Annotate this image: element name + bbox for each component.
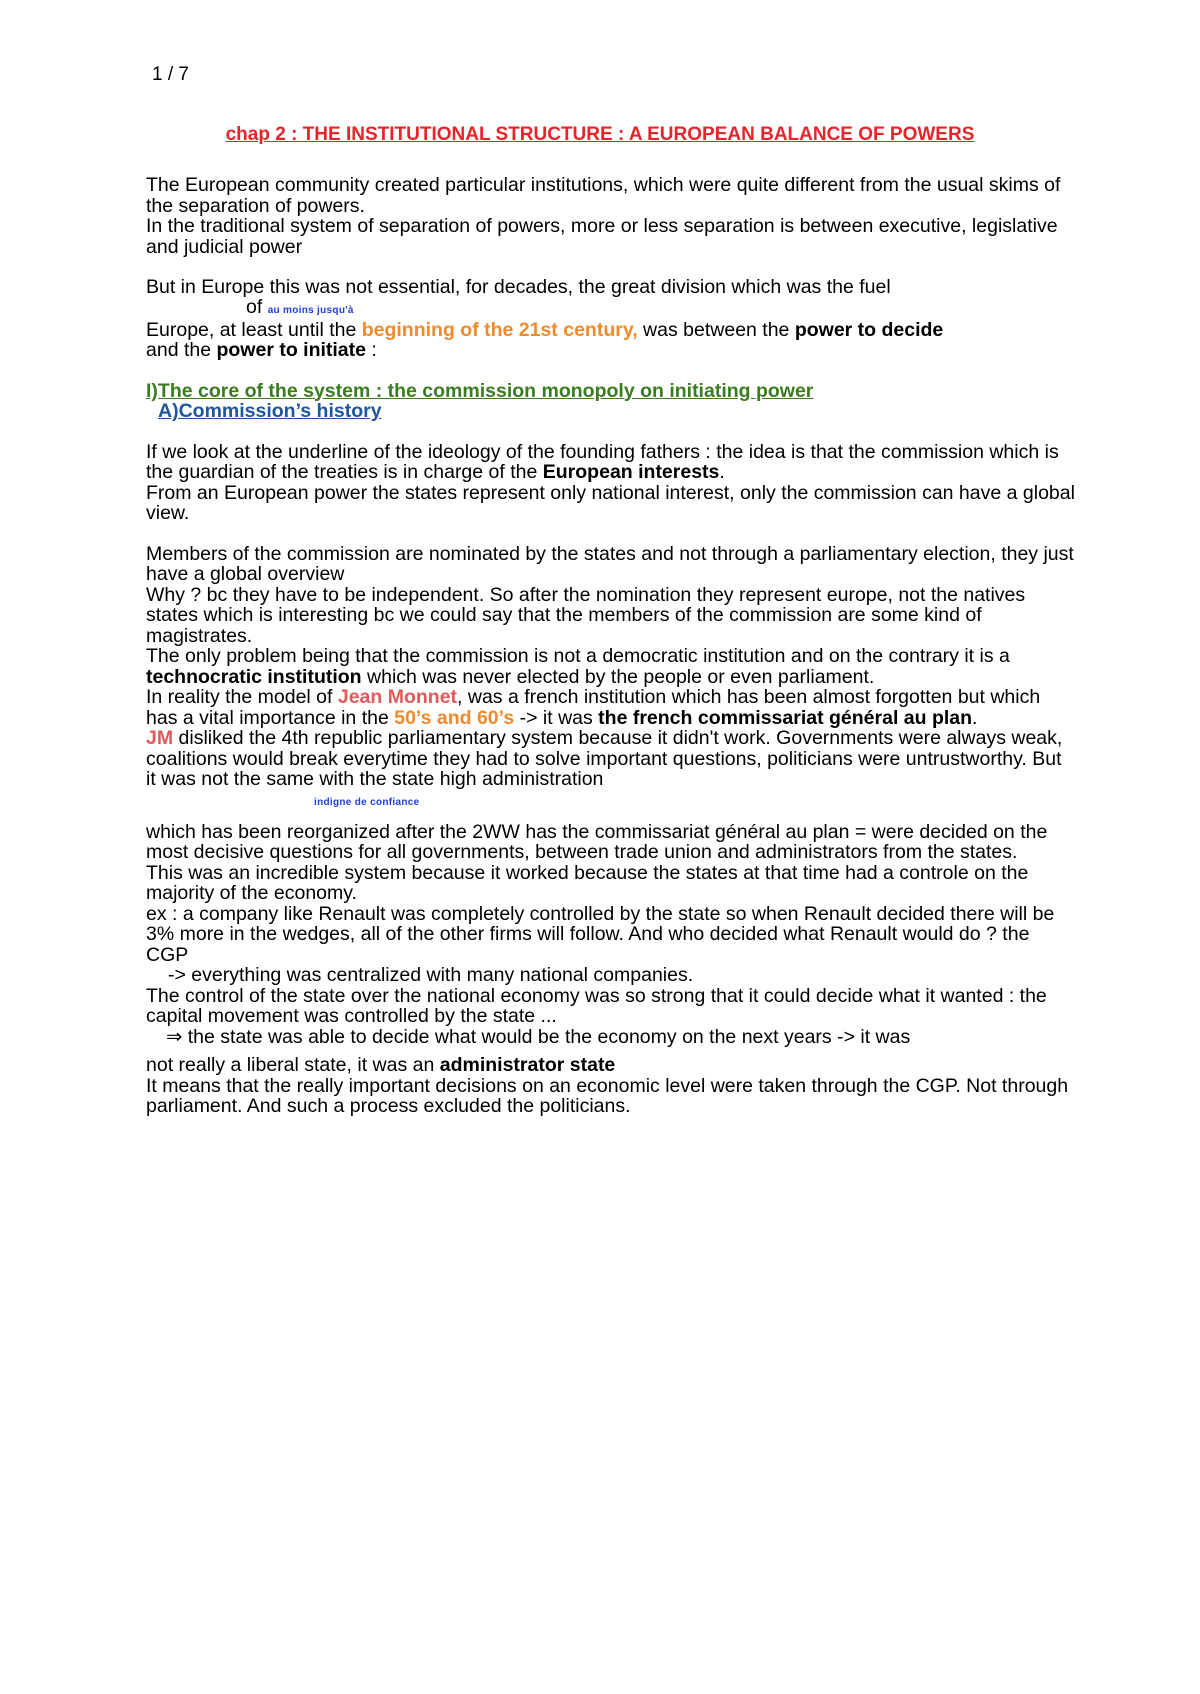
bold-power-to-decide: power to decide [794, 318, 944, 341]
paragraph-founding-fathers [146, 442, 1076, 483]
paragraph-administrator [146, 1055, 1076, 1076]
handwritten-note: au moins jusqu'à [267, 304, 354, 316]
intro-paragraph-3a: But in Europe this was not essential, for decades, the great division which was the fuel [146, 276, 891, 298]
paragraph-jean-monnet [146, 687, 1076, 728]
text-run: and the [146, 339, 217, 361]
paragraph-reorganized: which has been reorganized after the 2WW has the commissariat général au plan = were decided on the most decisive questions for all governments, between trade union and administrators from the states. [146, 820, 1048, 863]
text-run: disliked the 4th republic parliamentary system because it didn't work. Governments were always weak, coalitions would break everytime they had to solve important questions, politicians were untrustworthy. But it was not the same with the state high administration [146, 727, 1063, 790]
bold-european-interests: European interests [542, 461, 720, 483]
page-number: 1 / 7 [152, 64, 189, 85]
highlight-jm: JM [146, 727, 174, 749]
paragraph-global-view: From an European power the states represent only national interest, only the commission can have a global view. [146, 481, 1075, 524]
paragraph-centralized: -> everything was centralized with many national companies. [168, 964, 694, 986]
intro-paragraph-3c [146, 340, 1076, 361]
annotation-line-2 [146, 790, 1076, 812]
text-run: which was never elected by the people or even parliament. [361, 665, 875, 688]
paragraph-why-independent: Why ? bc they have to be independent. So after the nomination they represent europe, not the natives states which is interesting bc we could say that the members of the commission are some kind of magistrates. [146, 583, 1026, 647]
text-run: The only problem being that the commission is not a democratic institution and on the contrary it is a [146, 645, 1010, 667]
paragraph-members: Members of the commission are nominated by the states and not through a parliamentary election, they just have a global overview [146, 542, 1074, 585]
intro-paragraph-1: The European community created particular institutions, which were quite different from the usual skims of the separation of powers. [146, 174, 1061, 217]
bold-administrator-state: administrator state [439, 1054, 616, 1076]
subsection-heading: A)Commission’s history [158, 400, 382, 422]
word-of: of [246, 295, 263, 318]
paragraph-cgp: It means that the really important decisions on an economic level were taken through the CGP. Not through parliament. And such a process excluded the politicians. [146, 1074, 1069, 1117]
chapter-title: chap 2 : THE INSTITUTIONAL STRUCTURE : A EUROPEAN BALANCE OF POWERS [225, 124, 975, 145]
bold-technocratic-institution: technocratic institution [146, 665, 362, 688]
intro-paragraph-3b [146, 320, 1076, 341]
intro-paragraph-2: In the traditional system of separation of powers, more or less separation is between executive, legislative and judicial power [146, 215, 1058, 258]
paragraph-renault: ex : a company like Renault was completely controlled by the state so when Renault decided there will be 3% more in the wedges, all of the other firms will follow. And who decided what Renault would do ? the CGP [146, 902, 1055, 966]
paragraph-implies: ⇒ the state was able to decide what would be the economy on the next years -> it was [166, 1025, 911, 1048]
bold-power-to-initiate: power to initiate [216, 339, 366, 361]
text-run: , was a french institution which has been almost forgotten but which has a vital importance in the [146, 686, 1041, 729]
paragraph-jm-disliked [146, 728, 1076, 790]
handwritten-note-2: indigne de confiance [314, 796, 420, 808]
paragraph-technocratic [146, 646, 1076, 687]
annotation-line [146, 295, 1076, 320]
highlight-50s-60s: 50’s and 60’s [394, 706, 515, 729]
document-body [146, 175, 1076, 1117]
text-run: -> it was [514, 706, 599, 729]
text-run: was between the [637, 318, 795, 341]
text-run: In reality the model of [146, 686, 338, 708]
highlight-21st-century: beginning of the 21st century, [361, 318, 638, 341]
section-heading: I)The core of the system : the commission monopoly on initiating power [146, 379, 814, 402]
bold-commissariat: the french commissariat général au plan [598, 706, 973, 729]
text-run: If we look at the underline of the ideology of the founding fathers : the idea is that the commission which is the guardian of the treaties is in charge of the [146, 440, 1059, 483]
text-run: not really a liberal state, it was an [146, 1054, 440, 1076]
text-run: . [719, 461, 725, 483]
paragraph-control: The control of the state over the national economy was so strong that it could decide what it wanted : the capital movement was controlled by the state ... [146, 984, 1047, 1027]
text-run: : [366, 339, 377, 361]
paragraph-incredible-system: This was an incredible system because it worked because the states at that time had a controle on the majority of the economy. [146, 861, 1029, 904]
text-run: Europe, at least until the [146, 318, 362, 341]
text-run: . [972, 706, 978, 729]
highlight-jean-monnet: Jean Monnet [337, 686, 458, 708]
